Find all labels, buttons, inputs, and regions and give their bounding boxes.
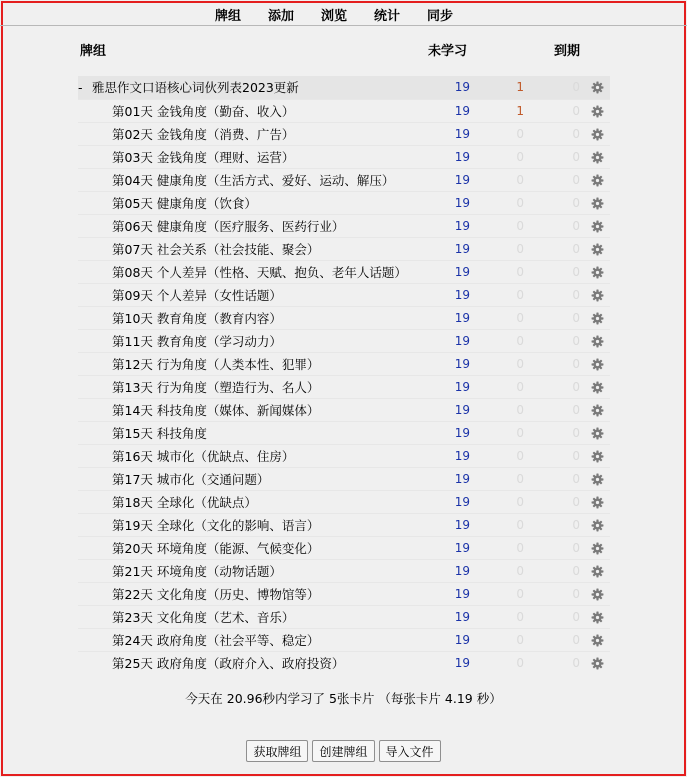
new-count: 19 [454, 656, 470, 670]
deck-name-link[interactable]: 第16天 城市化（优缺点、住房） [112, 449, 295, 464]
due-count: 0 [572, 265, 580, 279]
new-count: 19 [454, 357, 470, 371]
deck-name-link[interactable]: 第01天 金钱角度（勤奋、收入） [112, 104, 295, 119]
create-deck-button[interactable]: 创建牌组 [312, 740, 374, 762]
deck-name-link[interactable]: 第08天 个人差异（性格、天赋、抱负、老年人话题） [112, 265, 407, 280]
deck-row [78, 352, 610, 376]
get-shared-button[interactable]: 获取牌组 [246, 740, 308, 762]
due-count: 0 [572, 633, 580, 647]
gear-icon[interactable] [591, 519, 604, 532]
gear-icon[interactable] [591, 312, 604, 325]
gear-icon[interactable] [591, 197, 604, 210]
study-stats: 今天在 20.96秒内学习了 5张卡片 （每张卡片 4.19 秒） [185, 691, 502, 706]
due-count: 0 [572, 564, 580, 578]
learn-count: 0 [516, 173, 524, 187]
deck-name-link[interactable]: 第22天 文化角度（历史、博物馆等） [112, 587, 320, 602]
deck-name-link[interactable]: 第24天 政府角度（社会平等、稳定） [112, 633, 320, 648]
learn-count: 0 [516, 495, 524, 509]
learn-count: 0 [516, 357, 524, 371]
deck-name-link[interactable]: 第03天 金钱角度（理财、运营） [112, 150, 295, 165]
learn-count: 0 [516, 380, 524, 394]
learn-count: 1 [516, 80, 524, 94]
deck-row [78, 467, 610, 491]
deck-name-link[interactable]: 第21天 环境角度（动物话题） [112, 564, 282, 579]
new-count: 19 [454, 80, 470, 94]
deck-row [78, 237, 610, 261]
deck-name-link[interactable]: 第09天 个人差异（女性话题） [112, 288, 282, 303]
new-count: 19 [454, 449, 470, 463]
new-count: 19 [454, 472, 470, 486]
deck-row [78, 628, 610, 652]
gear-icon[interactable] [591, 128, 604, 141]
learn-count: 0 [516, 610, 524, 624]
deck-row [78, 398, 610, 422]
learn-count: 0 [516, 518, 524, 532]
new-count: 19 [454, 104, 470, 118]
deck-row [78, 444, 610, 468]
new-count: 19 [454, 633, 470, 647]
learn-count: 0 [516, 242, 524, 256]
header-due: 到期 [554, 44, 581, 59]
deck-name-link[interactable]: 第17天 城市化（交通问题） [112, 472, 270, 487]
due-count: 0 [572, 656, 580, 670]
due-count: 0 [572, 587, 580, 601]
deck-row [78, 168, 610, 192]
new-count: 19 [454, 334, 470, 348]
due-count: 0 [572, 196, 580, 210]
deck-name-link[interactable]: 第12天 行为角度（人类本性、犯罪） [112, 357, 320, 372]
new-count: 19 [454, 587, 470, 601]
due-count: 0 [572, 150, 580, 164]
deck-name-link[interactable]: 第05天 健康角度（饮食） [112, 196, 257, 211]
deck-row [78, 145, 610, 169]
gear-icon[interactable] [591, 151, 604, 164]
deck-row [78, 191, 610, 215]
deck-row [78, 122, 610, 146]
new-count: 19 [454, 196, 470, 210]
gear-icon[interactable] [591, 243, 604, 256]
new-count: 19 [454, 288, 470, 302]
deck-row [78, 260, 610, 284]
new-count: 19 [454, 403, 470, 417]
due-count: 0 [572, 80, 580, 94]
collapse-toggle[interactable]: - [78, 80, 83, 95]
due-count: 0 [572, 426, 580, 440]
deck-row [78, 329, 610, 353]
learn-count: 0 [516, 265, 524, 279]
deck-name-link[interactable]: 第02天 金钱角度（消费、广告） [112, 127, 295, 142]
learn-count: 0 [516, 127, 524, 141]
header-new: 未学习 [428, 44, 468, 59]
due-count: 0 [572, 403, 580, 417]
gear-icon[interactable] [591, 381, 604, 394]
due-count: 0 [572, 357, 580, 371]
gear-icon[interactable] [591, 496, 604, 509]
new-count: 19 [454, 265, 470, 279]
import-file-button[interactable]: 导入文件 [379, 740, 441, 762]
deck-name-link[interactable]: 第14天 科技角度（媒体、新闻媒体） [112, 403, 320, 418]
header-deck: 牌组 [80, 44, 107, 59]
due-count: 0 [572, 334, 580, 348]
learn-count: 0 [516, 288, 524, 302]
due-count: 0 [572, 518, 580, 532]
deck-name-link[interactable]: 第11天 教育角度（学习动力） [112, 334, 282, 349]
deck-row [78, 306, 610, 330]
deck-row [78, 421, 610, 445]
gear-icon[interactable] [591, 611, 604, 624]
gear-icon[interactable] [591, 220, 604, 233]
nav-browse[interactable]: 浏览 [321, 9, 348, 24]
new-count: 19 [454, 127, 470, 141]
nav-sync[interactable]: 同步 [427, 9, 454, 24]
deck-row [78, 559, 610, 583]
due-count: 0 [572, 173, 580, 187]
learn-count: 0 [516, 334, 524, 348]
gear-icon[interactable] [591, 634, 604, 647]
nav-add[interactable]: 添加 [268, 9, 295, 24]
deck-row [78, 605, 610, 629]
learn-count: 1 [516, 104, 524, 118]
learn-count: 0 [516, 426, 524, 440]
new-count: 19 [454, 426, 470, 440]
due-count: 0 [572, 104, 580, 118]
new-count: 19 [454, 242, 470, 256]
deck-row [78, 375, 610, 399]
learn-count: 0 [516, 587, 524, 601]
deck-name-link[interactable]: 第23天 文化角度（艺术、音乐） [112, 610, 295, 625]
deck-row [78, 582, 610, 606]
deck-row [78, 283, 610, 307]
gear-icon[interactable] [591, 404, 604, 417]
new-count: 19 [454, 311, 470, 325]
learn-count: 0 [516, 219, 524, 233]
due-count: 0 [572, 449, 580, 463]
due-count: 0 [572, 219, 580, 233]
gear-icon[interactable] [591, 427, 604, 440]
learn-count: 0 [516, 150, 524, 164]
deck-name-link[interactable]: 第15天 科技角度 [112, 426, 207, 441]
deck-row [78, 536, 610, 560]
deck-name-link[interactable]: 雅思作文口语核心词伙列表2023更新 [92, 80, 299, 95]
deck-name-link[interactable]: 第07天 社会关系（社会技能、聚会） [112, 242, 320, 257]
bottom-buttons [0, 740, 687, 762]
deck-name-link[interactable]: 第13天 行为角度（塑造行为、名人） [112, 380, 320, 395]
learn-count: 0 [516, 449, 524, 463]
new-count: 19 [454, 380, 470, 394]
due-count: 0 [572, 380, 580, 394]
due-count: 0 [572, 127, 580, 141]
learn-count: 0 [516, 472, 524, 486]
gear-icon[interactable] [591, 266, 604, 279]
deck-row [78, 99, 610, 123]
top-navigation [0, 0, 687, 26]
deck-name-link[interactable]: 第06天 健康角度（医疗服务、医药行业） [112, 219, 345, 234]
learn-count: 0 [516, 656, 524, 670]
gear-icon[interactable] [591, 105, 604, 118]
gear-icon[interactable] [591, 289, 604, 302]
due-count: 0 [572, 311, 580, 325]
gear-icon[interactable] [591, 81, 604, 94]
new-count: 19 [454, 219, 470, 233]
deck-row-parent [78, 76, 610, 99]
learn-count: 0 [516, 311, 524, 325]
deck-name-link[interactable]: 第20天 环境角度（能源、气候变化） [112, 541, 320, 556]
deck-row [78, 513, 610, 537]
deck-name-link[interactable]: 第10天 教育角度（教育内容） [112, 311, 282, 326]
due-count: 0 [572, 242, 580, 256]
gear-icon[interactable] [591, 565, 604, 578]
deck-name-link[interactable]: 第18天 全球化（优缺点） [112, 495, 257, 510]
gear-icon[interactable] [591, 588, 604, 601]
deck-row [78, 651, 610, 675]
gear-icon[interactable] [591, 174, 604, 187]
deck-name-link[interactable]: 第04天 健康角度（生活方式、爱好、运动、解压） [112, 173, 395, 188]
gear-icon[interactable] [591, 657, 604, 670]
new-count: 19 [454, 150, 470, 164]
due-count: 0 [572, 541, 580, 555]
gear-icon[interactable] [591, 335, 604, 348]
deck-name-link[interactable]: 第25天 政府角度（政府介入、政府投资） [112, 656, 345, 671]
gear-icon[interactable] [591, 473, 604, 486]
new-count: 19 [454, 610, 470, 624]
learn-count: 0 [516, 403, 524, 417]
learn-count: 0 [516, 564, 524, 578]
deck-row [78, 490, 610, 514]
new-count: 19 [454, 495, 470, 509]
learn-count: 0 [516, 633, 524, 647]
gear-icon[interactable] [591, 450, 604, 463]
deck-row [78, 214, 610, 238]
new-count: 19 [454, 518, 470, 532]
new-count: 19 [454, 541, 470, 555]
due-count: 0 [572, 288, 580, 302]
new-count: 19 [454, 564, 470, 578]
due-count: 0 [572, 495, 580, 509]
new-count: 19 [454, 173, 470, 187]
gear-icon[interactable] [591, 358, 604, 371]
due-count: 0 [572, 610, 580, 624]
nav-decks[interactable]: 牌组 [215, 9, 242, 24]
learn-count: 0 [516, 541, 524, 555]
deck-name-link[interactable]: 第19天 全球化（文化的影响、语言） [112, 518, 320, 533]
learn-count: 0 [516, 196, 524, 210]
gear-icon[interactable] [591, 542, 604, 555]
due-count: 0 [572, 472, 580, 486]
nav-stats[interactable]: 统计 [374, 9, 401, 24]
